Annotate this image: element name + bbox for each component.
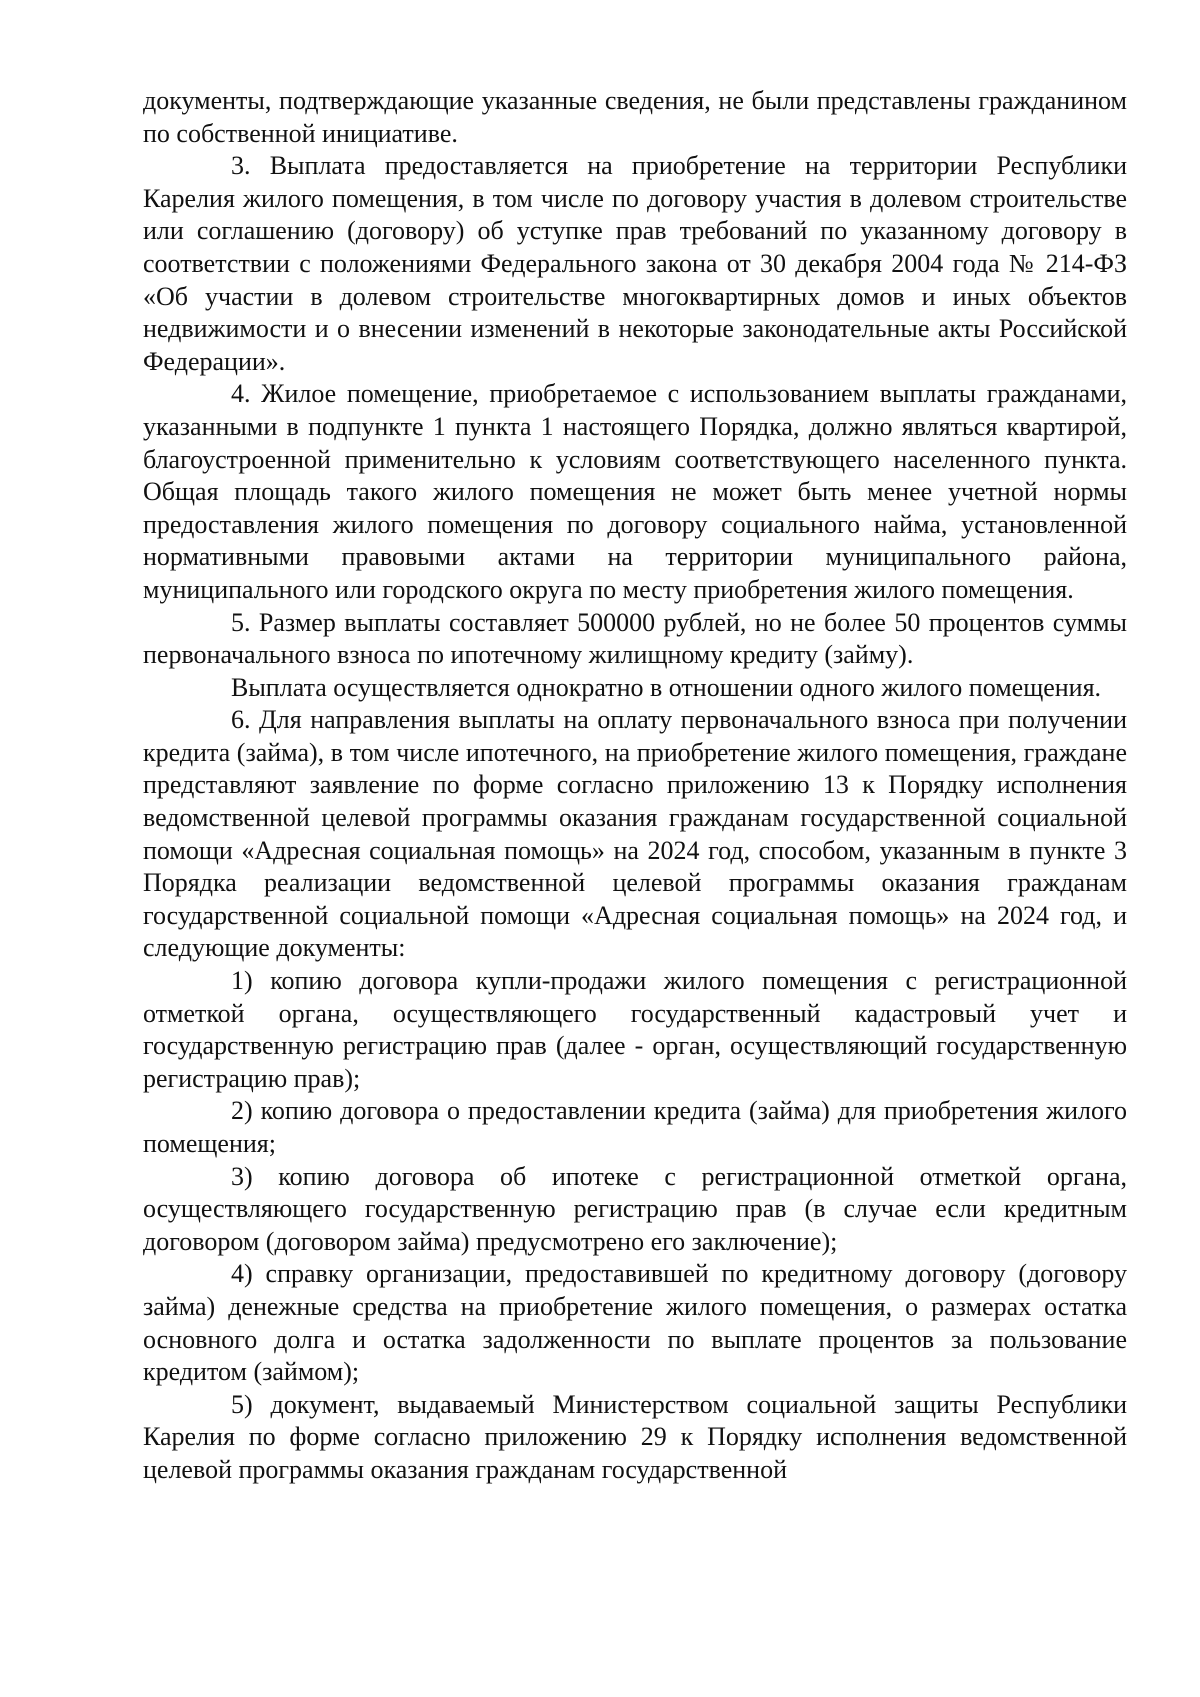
document-body bbox=[143, 85, 1127, 1487]
list-item-2: 2) копию договора о предоставлении кредита (займа) для приобретения жилого помещения; bbox=[143, 1096, 1127, 1158]
list-item-4: 4) справку организации, предоставившей по кредитному договору (договору займа) денежные средства на приобретение жилого помещения, о размерах остатка основного долга и остатка задолженности по выплате процентов за пользование кредитом (займом); bbox=[143, 1259, 1127, 1387]
list-item-3: 3) копию договора об ипотеке с регистрационной отметкой органа, осуществляющего государственную регистрацию прав (в случае если кредитным договором (договором займа) предусмотрено его заключение); bbox=[143, 1161, 1127, 1256]
paragraph-item-6: 6. Для направления выплаты на оплату первоначального взноса при получении кредита (займа), в том числе ипотечного, на приобретение жилого помещения, граждане представляют заявление по форме согласно приложению 13 к Порядку исполнения ведомственной целевой программы оказания гражданам государственной социальной помощи «Адресная социальная помощь» на 2024 год, способом, указанным в пункте 3 Порядка реализации ведомственной целевой программы оказания гражданам государственной социальной помощи «Адресная социальная помощь» на 2024 год, и следующие документы: bbox=[143, 705, 1127, 963]
paragraph-payment-once: Выплата осуществляется однократно в отношении одного жилого помещения. bbox=[231, 672, 1102, 702]
paragraph-item-4: 4. Жилое помещение, приобретаемое с использованием выплаты гражданами, указанными в подпункте 1 пункта 1 настоящего Порядка, должно являться квартирой, благоустроенной применительно к условиям соответствующего населенного пункта. Общая площадь такого жилого помещения не может быть менее учетной нормы предоставления жилого помещения по договору социального найма, установленной нормативными правовыми актами на территории муниципального района, муниципального или городского округа по месту приобретения жилого помещения. bbox=[143, 379, 1127, 604]
list-item-1: 1) копию договора купли-продажи жилого помещения с регистрационной отметкой органа, осуществляющего государственный кадастровый учет и государственную регистрацию прав (далее - орган, осуществляющий государственную регистрацию прав); bbox=[143, 966, 1127, 1093]
paragraph-item-3: 3. Выплата предоставляется на приобретение на территории Республики Карелия жилого помещения, в том числе по договору участия в долевом строительстве или соглашению (договору) об уступке прав требований по указанному договору в соответствии с положениями Федерального закона от 30 декабря 2004 года № 214-ФЗ «Об участии в долевом строительстве многоквартирных домов и иных объектов недвижимости и о внесении изменений в некоторые законодательные акты Российской Федерации». bbox=[143, 151, 1127, 376]
paragraph-item-5: 5. Размер выплаты составляет 500000 рублей, но не более 50 процентов суммы первоначального взноса по ипотечному жилищному кредиту (займу). bbox=[143, 607, 1127, 670]
list-item-5: 5) документ, выдаваемый Министерством социальной защиты Республики Карелия по форме согласно приложению 29 к Порядку исполнения ведомственной целевой программы оказания гражданам государственной bbox=[143, 1389, 1127, 1484]
paragraph-continuation: документы, подтверждающие указанные сведения, не были представлены гражданином по собственной инициативе. bbox=[143, 86, 1127, 148]
